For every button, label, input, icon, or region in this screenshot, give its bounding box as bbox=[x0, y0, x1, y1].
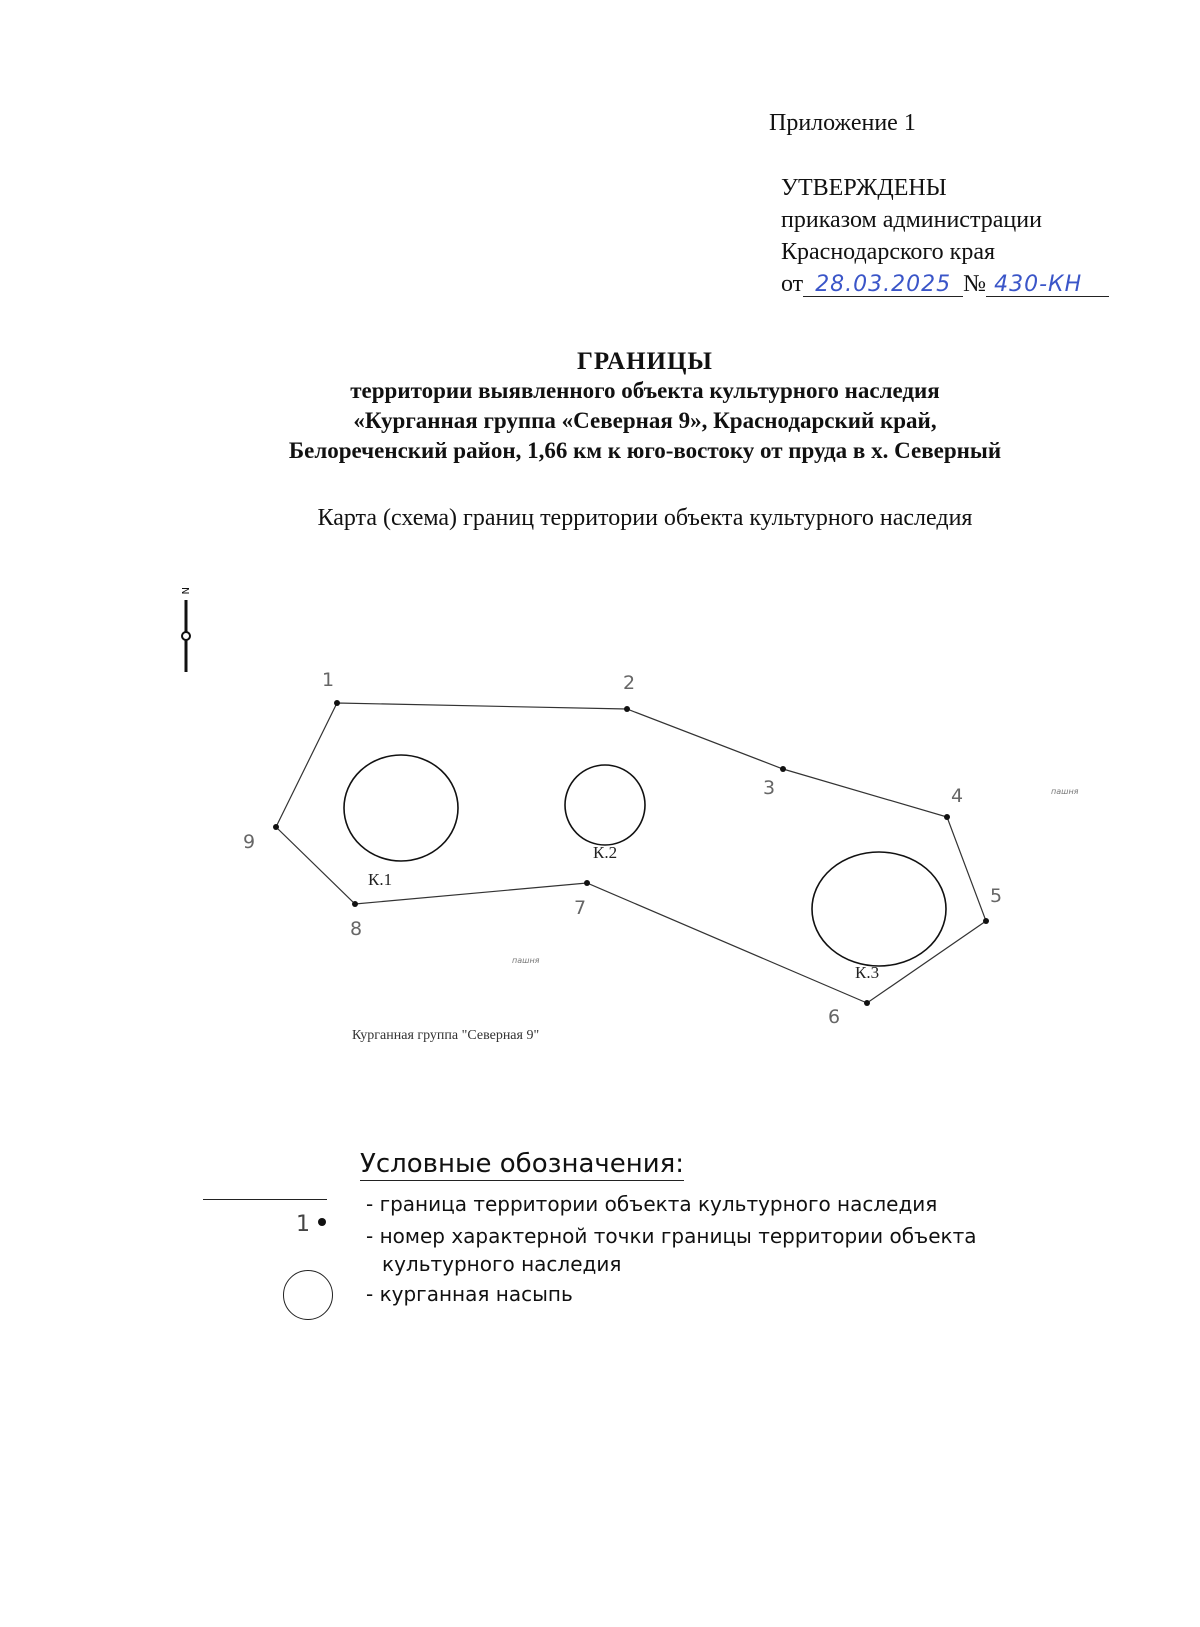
land-label-bottom: пашня bbox=[512, 956, 540, 965]
map-caption: Карта (схема) границ территории объекта культурного наследия bbox=[317, 505, 973, 531]
point-1-marker bbox=[334, 700, 340, 706]
land-label-right: пашня bbox=[1051, 787, 1079, 796]
number-sign: № bbox=[963, 271, 987, 297]
point-label-3: 3 bbox=[763, 777, 776, 799]
territory-boundary bbox=[276, 703, 986, 1003]
point-label-1: 1 bbox=[322, 669, 335, 691]
order-line-1: приказом администрации bbox=[781, 207, 1042, 233]
title-line-2: «Курганная группа «Северная 9», Краснодарский край, bbox=[353, 408, 937, 433]
point-label-4: 4 bbox=[951, 785, 964, 807]
point-9-marker bbox=[273, 824, 279, 830]
legend-title: Условные обозначения: bbox=[360, 1149, 685, 1179]
legend-mound-circle-icon bbox=[283, 1270, 333, 1320]
point-5-marker bbox=[983, 918, 989, 924]
mound-k1 bbox=[344, 755, 458, 861]
point-6-marker bbox=[864, 1000, 870, 1006]
north-arrow-icon bbox=[179, 587, 190, 672]
title-main: ГРАНИЦЫ bbox=[577, 348, 713, 375]
order-line-2: Краснодарского края bbox=[781, 239, 996, 265]
point-7-marker bbox=[584, 880, 590, 886]
point-label-6: 6 bbox=[828, 1006, 841, 1028]
mound-label-k1: К.1 bbox=[368, 870, 393, 889]
boundary-points bbox=[273, 700, 989, 1006]
legend-point-dot-icon bbox=[318, 1218, 326, 1226]
point-label-7: 7 bbox=[574, 897, 587, 919]
point-label-8: 8 bbox=[350, 918, 363, 940]
mounds bbox=[344, 755, 946, 966]
mound-k3 bbox=[812, 852, 946, 966]
legend-point-text-2: культурного наследия bbox=[382, 1252, 622, 1276]
point-label-9: 9 bbox=[243, 831, 256, 853]
map-footnote: Курганная группа "Северная 9" bbox=[352, 1028, 540, 1043]
point-2-marker bbox=[624, 706, 630, 712]
mound-labels bbox=[368, 843, 879, 982]
from-prefix: от bbox=[781, 271, 804, 297]
mound-k2 bbox=[565, 765, 645, 845]
point-8-marker bbox=[352, 901, 358, 907]
mound-label-k2: К.2 bbox=[593, 843, 618, 862]
legend-point-text-1: - номер характерной точки границы территории объекта bbox=[366, 1224, 977, 1248]
appendix-label: Приложение 1 bbox=[769, 110, 916, 136]
mound-label-k3: К.3 bbox=[855, 963, 880, 982]
point-4-marker bbox=[944, 814, 950, 820]
legend-mound-text: - курганная насыпь bbox=[366, 1282, 573, 1306]
point-label-5: 5 bbox=[990, 885, 1003, 907]
legend-boundary-line-sample bbox=[203, 1199, 327, 1200]
north-label: N bbox=[179, 587, 190, 595]
title-line-1: территории выявленного объекта культурного наследия bbox=[350, 378, 940, 403]
legend-boundary-text: - граница территории объекта культурного наследия bbox=[366, 1192, 938, 1216]
handwritten-date: 28.03.2025 bbox=[803, 274, 963, 297]
legend-point-number: 1 bbox=[296, 1212, 310, 1237]
point-3-marker bbox=[780, 766, 786, 772]
point-label-2: 2 bbox=[623, 672, 636, 694]
handwritten-number: 430-КН bbox=[986, 274, 1109, 297]
point-labels bbox=[243, 669, 1002, 1028]
approved-heading: УТВЕРЖДЕНЫ bbox=[781, 175, 947, 201]
title-line-3: Белореченский район, 1,66 км к юго-востоку от пруда в х. Северный bbox=[288, 438, 1002, 463]
